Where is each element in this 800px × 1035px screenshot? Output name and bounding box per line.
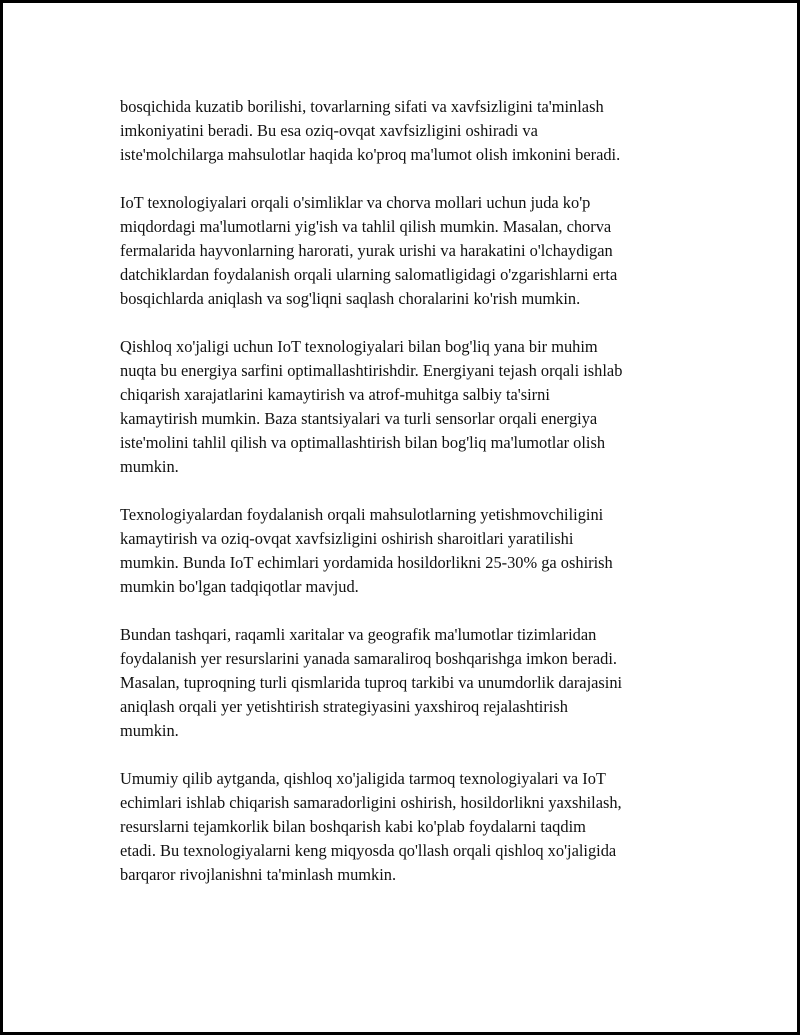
paragraph: [120, 767, 710, 887]
text-line: Texnologiyalardan foydalanish orqali mahsulotlarning yetishmovchiligini: [120, 505, 604, 524]
document-body: [120, 95, 710, 911]
text-line: miqdordagi ma'lumotlarni yig'ish va tahlil qilish mumkin. Masalan, chorva: [120, 217, 612, 236]
text-line: Umumiy qilib aytganda, qishloq xo'jaligida tarmoq texnologiyalari va IoT: [120, 769, 606, 788]
text-line: Bundan tashqari, raqamli xaritalar va geografik ma'lumotlar tizimlaridan: [120, 625, 597, 644]
paragraph: [120, 503, 710, 599]
text-line: iste'molini tahlil qilish va optimallashtirish bilan bog'liq ma'lumotlar olish: [120, 433, 606, 452]
text-line: etadi. Bu texnologiyalarni keng miqyosda qo'llash orqali qishloq xo'jaligida: [120, 841, 617, 860]
text-line: mumkin.: [120, 721, 179, 740]
text-line: foydalanish yer resurslarini yanada samaraliroq boshqarishga imkon beradi.: [120, 649, 618, 668]
text-line: iste'molchilarga mahsulotlar haqida ko'proq ma'lumot olish imkonini beradi.: [120, 145, 621, 164]
text-line: bosqichlarda aniqlash va sog'liqni saqlash choralarini ko'rish mumkin.: [120, 289, 581, 308]
text-line: bosqichida kuzatib borilishi, tovarlarning sifati va xavfsizligini ta'minlash: [120, 97, 604, 116]
text-line: chiqarish xarajatlarini kamaytirish va atrof-muhitga salbiy ta'sirni: [120, 385, 550, 404]
text-line: nuqta bu energiya sarfini optimallashtirishdir. Energiyani tejash orqali ishlab: [120, 361, 623, 380]
text-line: resurslarni tejamkorlik bilan boshqarish kabi ko'plab foydalarni taqdim: [120, 817, 586, 836]
text-line: mumkin.: [120, 457, 179, 476]
text-line: imkoniyatini beradi. Bu esa oziq-ovqat xavfsizligini oshiradi va: [120, 121, 538, 140]
paragraph: [120, 335, 710, 479]
text-line: Qishloq xo'jaligi uchun IoT texnologiyalari bilan bog'liq yana bir muhim: [120, 337, 598, 356]
text-line: echimlari ishlab chiqarish samaradorligini oshirish, hosildorlikni yaxshilash,: [120, 793, 622, 812]
text-line: mumkin. Bunda IoT echimlari yordamida hosildorlikni 25-30% ga oshirish: [120, 553, 613, 572]
text-line: kamaytirish mumkin. Baza stantsiyalari va turli sensorlar orqali energiya: [120, 409, 598, 428]
paragraph: [120, 623, 710, 743]
text-line: Masalan, tuproqning turli qismlarida tuproq tarkibi va unumdorlik darajasini: [120, 673, 623, 692]
paragraph: [120, 191, 710, 311]
text-line: datchiklardan foydalanish orqali ularning salomatligidagi o'zgarishlarni erta: [120, 265, 618, 284]
text-line: barqaror rivojlanishni ta'minlash mumkin.: [120, 865, 397, 884]
text-line: mumkin bo'lgan tadqiqotlar mavjud.: [120, 577, 359, 596]
paragraph: [120, 95, 710, 167]
text-line: kamaytirish va oziq-ovqat xavfsizligini oshirish sharoitlari yaratilishi: [120, 529, 574, 548]
text-line: IoT texnologiyalari orqali o'simliklar va chorva mollari uchun juda ko'p: [120, 193, 591, 212]
text-line: aniqlash orqali yer yetishtirish strategiyasini yaxshiroq rejalashtirish: [120, 697, 568, 716]
text-line: fermalarida hayvonlarning harorati, yurak urishi va harakatini o'lchaydigan: [120, 241, 613, 260]
